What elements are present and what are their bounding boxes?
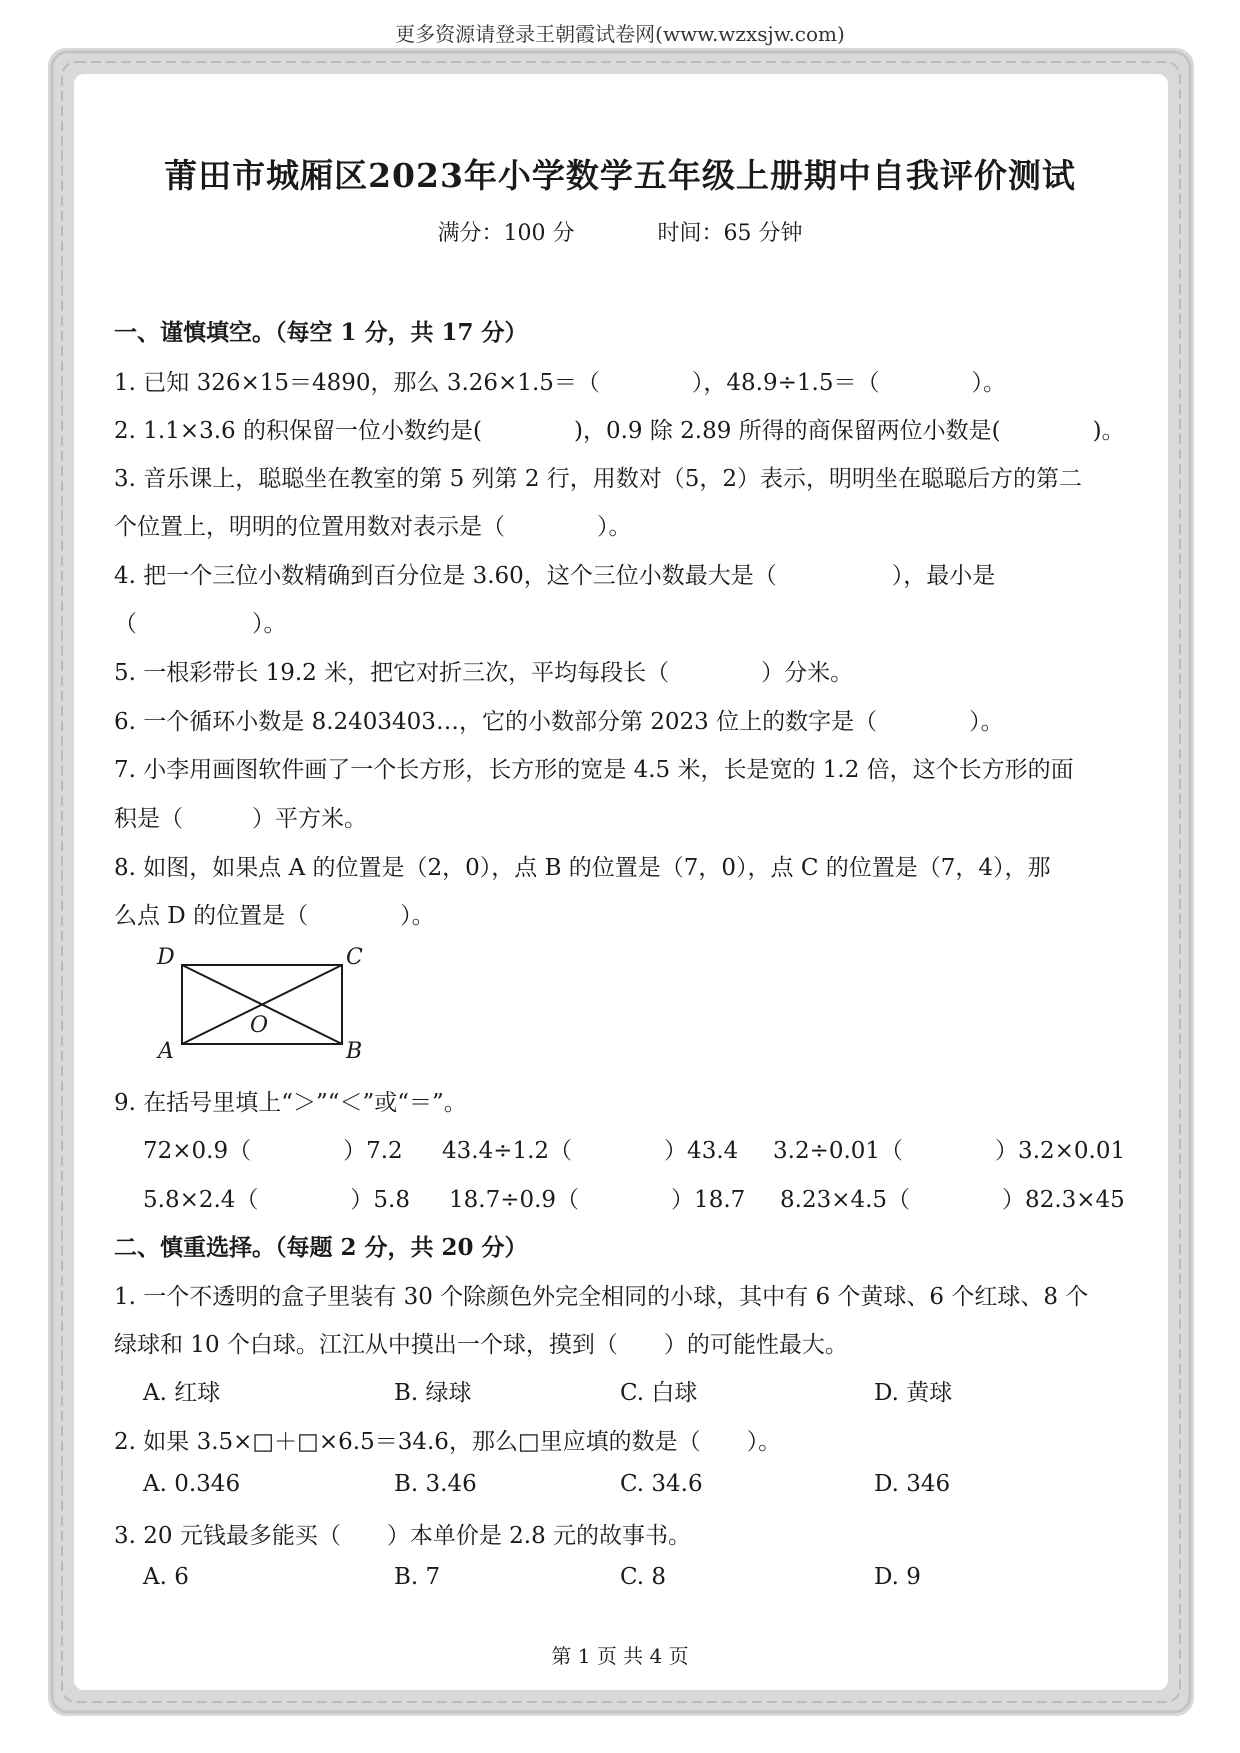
- label-c: C: [346, 945, 363, 970]
- question-line: 4. 把一个三位小数精确到百分位是 3.60，这个三位小数最大是（ ），最小是: [114, 563, 996, 589]
- compare-item: 72×0.9（ ）7.2: [143, 1138, 403, 1164]
- option-c: C. 白球: [620, 1380, 698, 1406]
- label-o: O: [250, 1013, 269, 1038]
- compare-item: 5.8×2.4（ ）5.8: [143, 1187, 411, 1213]
- option-d: D. 黄球: [874, 1380, 953, 1406]
- question-line: 1. 一个不透明的盒子里装有 30 个除颜色外完全相同的小球，其中有 6 个黄球、6 个红球、8 个: [114, 1284, 1089, 1310]
- page-title: 莆田市城厢区2023年小学数学五年级上册期中自我评价测试: [164, 156, 1076, 195]
- question-line: 6. 一个循环小数是 8.2403403…，它的小数部分第 2023 位上的数字是（ ）。: [114, 709, 1004, 735]
- label-d: D: [157, 945, 175, 970]
- question-line: 1. 已知 326×15＝4890，那么 3.26×1.5＝（ ），48.9÷1.5＝（ ）。: [114, 370, 1006, 396]
- header-note: 更多资源请登录王朝霞试卷网(www.wzxsjw.com): [395, 22, 845, 46]
- option-a: A. 0.346: [143, 1471, 241, 1497]
- compare-item: 8.23×4.5（ ）82.3×45: [780, 1187, 1125, 1213]
- compare-item: 18.7÷0.9（ ）18.7: [449, 1187, 746, 1213]
- option-d: D. 346: [874, 1471, 951, 1497]
- question-line: 7. 小李用画图软件画了一个长方形，长方形的宽是 4.5 米，长是宽的 1.2 倍，这个长方形的面: [114, 757, 1074, 783]
- label-b: B: [346, 1039, 363, 1064]
- full-score: 满分：100 分: [437, 221, 575, 246]
- exam-time: 时间：65 分钟: [657, 221, 803, 246]
- compare-item: 43.4÷1.2（ ）43.4: [442, 1138, 739, 1164]
- option-b: B. 绿球: [394, 1380, 472, 1406]
- option-a: A. 6: [143, 1564, 189, 1590]
- section2-heading: 二、慎重选择。（每题 2 分，共 20 分）: [114, 1234, 528, 1261]
- question-line: 绿球和 10 个白球。江江从中摸出一个球，摸到（ ）的可能性最大。: [114, 1332, 848, 1358]
- question-line: 9. 在括号里填上“＞”“＜”或“＝”。: [114, 1090, 467, 1116]
- option-b: B. 7: [394, 1564, 441, 1590]
- question-line: 2. 1.1×3.6 的积保留一位小数约是( )，0.9 除 2.89 所得的商保留两位小数是( )。: [114, 418, 1125, 444]
- compare-item: 3.2÷0.01（ ）3.2×0.01: [773, 1138, 1126, 1164]
- question-line: 3. 20 元钱最多能买（ ）本单价是 2.8 元的故事书。: [114, 1523, 692, 1549]
- question-line: 2. 如果 3.5×□＋□×6.5＝34.6，那么□里应填的数是（ ）。: [114, 1429, 782, 1455]
- question-line: 8. 如图，如果点 A 的位置是（2，0），点 B 的位置是（7，0），点 C 的位置是（7，4），那: [114, 855, 1051, 881]
- question-line: （ ）。: [114, 611, 287, 637]
- question-line: 个位置上，明明的位置用数对表示是（ ）。: [114, 514, 632, 540]
- question-line: 么点 D 的位置是（ ）。: [114, 903, 435, 929]
- question-line: 3. 音乐课上，聪聪坐在教室的第 5 列第 2 行，用数对（5，2）表示，明明坐在聪聪后方的第二: [114, 466, 1083, 492]
- option-a: A. 红球: [143, 1380, 221, 1406]
- question-line: 积是（ ）平方米。: [114, 806, 367, 832]
- option-b: B. 3.46: [394, 1471, 477, 1497]
- rectangle-figure: [150, 940, 380, 1065]
- exam-meta: [0, 216, 1240, 247]
- option-c: C. 8: [620, 1564, 667, 1590]
- option-d: D. 9: [874, 1564, 921, 1590]
- option-c: C. 34.6: [620, 1471, 703, 1497]
- section1-heading: 一、谨慎填空。（每空 1 分，共 17 分）: [114, 319, 528, 346]
- page-footer: 第 1 页 共 4 页: [551, 1644, 689, 1668]
- question-line: 5. 一根彩带长 19.2 米，把它对折三次，平均每段长（ ）分米。: [114, 660, 854, 686]
- label-a: A: [158, 1039, 174, 1064]
